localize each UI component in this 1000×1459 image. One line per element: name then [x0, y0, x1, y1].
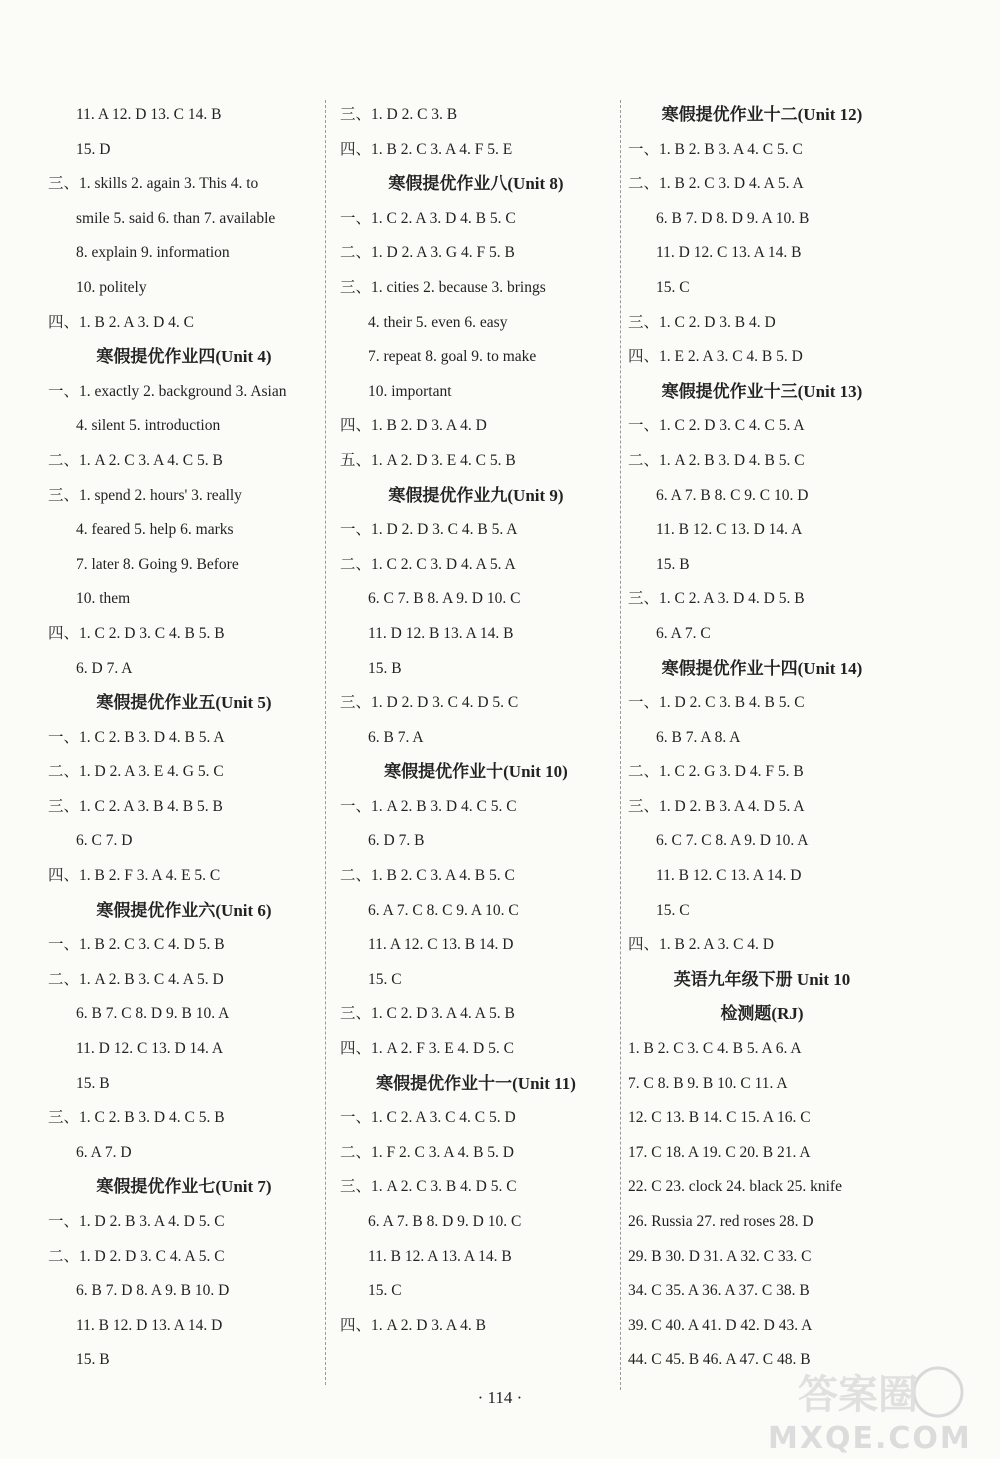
answer-line: smile 5. said 6. than 7. available — [76, 209, 276, 227]
answer-line: 15. B — [76, 1351, 110, 1369]
answer-line: 一、1. C 2. A 3. C 4. C 5. D — [340, 1109, 516, 1127]
answer-line: 6. C 7. B 8. A 9. D 10. C — [368, 590, 521, 608]
answer-line: 15. B — [368, 659, 402, 677]
answer-line: 4. silent 5. introduction — [76, 417, 221, 435]
answer-line: 34. C 35. A 36. A 37. C 38. B — [628, 1282, 810, 1300]
svg-text:答案圈: 答案圈 — [798, 1372, 918, 1418]
answer-line: 一、1. D 2. C 3. B 4. B 5. C — [628, 694, 805, 712]
answer-line: 7. C 8. B 9. B 10. C 11. A — [628, 1074, 788, 1092]
answer-line: 四、1. A 2. F 3. E 4. D 5. C — [340, 1040, 514, 1058]
answer-line: 三、1. D 2. B 3. A 4. D 5. A — [628, 797, 805, 815]
answer-line: 二、1. B 2. C 3. A 4. B 5. C — [340, 867, 515, 885]
section-heading: 寒假提优作业十(Unit 10) — [384, 762, 568, 782]
answer-line: 四、1. B 2. A 3. C 4. D — [628, 936, 774, 954]
column-divider — [325, 100, 326, 1385]
answer-line: 三、1. C 2. A 3. B 4. B 5. B — [48, 797, 223, 815]
section-heading: 检测题(RJ) — [720, 1004, 804, 1024]
answer-line: 44. C 45. B 46. A 47. C 48. B — [628, 1351, 811, 1369]
answer-line: 二、1. A 2. C 3. A 4. C 5. B — [48, 451, 223, 469]
section-heading: 寒假提优作业九(Unit 9) — [388, 485, 564, 505]
answer-line: 三、1. cities 2. because 3. brings — [340, 278, 546, 296]
answer-line: 11. D 12. B 13. A 14. B — [368, 624, 514, 642]
section-heading: 寒假提优作业七(Unit 7) — [96, 1177, 272, 1197]
answer-line: 二、1. D 2. A 3. G 4. F 5. B — [340, 244, 515, 262]
section-heading: 寒假提优作业五(Unit 5) — [96, 693, 272, 713]
answer-line: 三、1. D 2. C 3. B — [340, 106, 458, 123]
answer-line: 15. C — [656, 901, 690, 919]
answer-line: 一、1. D 2. D 3. C 4. B 5. A — [340, 521, 518, 539]
answer-line: 二、1. C 2. C 3. D 4. A 5. A — [340, 555, 516, 573]
answer-line: 一、1. A 2. B 3. D 4. C 5. C — [340, 797, 517, 815]
answer-line: 二、1. A 2. B 3. D 4. B 5. C — [628, 451, 805, 469]
answer-line: 15. C — [368, 1282, 402, 1300]
answer-line: 五、1. A 2. D 3. E 4. C 5. B — [340, 451, 516, 469]
answer-line: 26. Russia 27. red roses 28. D — [628, 1213, 814, 1230]
answer-line: 11. B 12. A 13. A 14. B — [368, 1247, 512, 1265]
answer-line: 6. A 7. C — [656, 624, 711, 642]
answer-line: 四、1. B 2. D 3. A 4. D — [340, 417, 487, 435]
answer-line: 6. A 7. B 8. D 9. D 10. C — [368, 1213, 522, 1230]
answer-line: 1. B 2. C 3. C 4. B 5. A 6. A — [628, 1040, 802, 1058]
answer-line: 39. C 40. A 41. D 42. D 43. A — [628, 1316, 813, 1334]
answer-line: 6. C 7. C 8. A 9. D 10. A — [656, 832, 809, 850]
answer-line: 15. C — [656, 278, 690, 296]
answer-line: 10. politely — [76, 278, 147, 296]
answer-line: 6. B 7. D 8. D 9. A 10. B — [656, 209, 810, 227]
answer-line: 15. D — [76, 140, 111, 158]
answer-line: 6. B 7. C 8. D 9. B 10. A — [76, 1005, 230, 1023]
answer-line: 四、1. C 2. D 3. C 4. B 5. B — [48, 624, 225, 642]
answer-line: 一、1. C 2. B 3. D 4. B 5. A — [48, 728, 225, 746]
section-heading: 寒假提优作业六(Unit 6) — [96, 900, 272, 920]
answer-line: 6. D 7. B — [368, 832, 425, 850]
answer-line: 一、1. C 2. D 3. C 4. C 5. A — [628, 417, 805, 435]
answer-line: 二、1. D 2. D 3. C 4. A 5. C — [48, 1247, 225, 1265]
answer-line: 四、1. B 2. A 3. D 4. C — [48, 313, 194, 331]
answer-line: 四、1. E 2. A 3. C 4. B 5. D — [628, 348, 803, 366]
answer-column-right — [628, 98, 896, 1378]
answer-line: 15. B — [76, 1074, 110, 1092]
answer-line: 29. B 30. D 31. A 32. C 33. C — [628, 1247, 812, 1265]
answer-line: 10. them — [76, 590, 131, 608]
answer-line: 11. A 12. C 13. B 14. D — [368, 936, 514, 954]
answer-line: 三、1. skills 2. again 3. This 4. to — [48, 175, 259, 193]
answer-line: 四、1. B 2. F 3. A 4. E 5. C — [48, 867, 221, 885]
answer-line: 17. C 18. A 19. C 20. B 21. A — [628, 1143, 811, 1161]
answer-line: 一、1. C 2. A 3. D 4. B 5. C — [340, 209, 516, 227]
answer-line: 6. A 7. B 8. C 9. C 10. D — [656, 486, 809, 504]
answer-line: 二、1. B 2. C 3. D 4. A 5. A — [628, 175, 804, 193]
section-heading: 寒假提优作业八(Unit 8) — [388, 174, 564, 194]
answer-column-left — [48, 98, 320, 1378]
answer-line: 7. later 8. Going 9. Before — [76, 555, 239, 573]
answer-line: 一、1. B 2. C 3. C 4. D 5. B — [48, 936, 225, 954]
answer-line: 4. feared 5. help 6. marks — [76, 521, 234, 539]
answer-line: 11. B 12. C 13. A 14. D — [656, 867, 802, 885]
answer-line: 一、1. D 2. B 3. A 4. D 5. C — [48, 1213, 225, 1230]
answer-line: 二、1. D 2. A 3. E 4. G 5. C — [48, 763, 224, 781]
answer-line: 一、1. B 2. B 3. A 4. C 5. C — [628, 140, 803, 158]
answer-line: 4. their 5. even 6. easy — [368, 313, 508, 331]
answer-line: 三、1. C 2. B 3. D 4. C 5. B — [48, 1109, 225, 1127]
answer-line: 四、1. A 2. D 3. A 4. B — [340, 1316, 486, 1334]
answer-line: 11. D 12. C 13. A 14. B — [656, 244, 802, 262]
answer-line: 10. important — [368, 382, 452, 400]
answer-line: 三、1. spend 2. hours' 3. really — [48, 486, 242, 504]
section-heading: 英语九年级下册 Unit 10 — [673, 969, 851, 989]
answer-line: 15. B — [656, 555, 690, 573]
answer-line: 6. C 7. D — [76, 832, 133, 850]
answer-line: 三、1. C 2. A 3. D 4. D 5. B — [628, 590, 805, 608]
answer-column-middle — [340, 98, 612, 1343]
answer-line: 6. B 7. D 8. A 9. B 10. D — [76, 1282, 230, 1300]
answer-line: 三、1. D 2. D 3. C 4. D 5. C — [340, 694, 519, 712]
answer-line: 11. A 12. D 13. C 14. B — [76, 106, 222, 123]
answer-line: 三、1. C 2. D 3. A 4. A 5. B — [340, 1005, 515, 1023]
answer-line: 二、1. C 2. G 3. D 4. F 5. B — [628, 763, 804, 781]
answer-line: 一、1. exactly 2. background 3. Asian — [48, 382, 287, 400]
answer-line: 二、1. F 2. C 3. A 4. B 5. D — [340, 1143, 514, 1161]
section-heading: 寒假提优作业十三(Unit 13) — [661, 381, 863, 401]
answer-line: 15. C — [368, 970, 402, 988]
answer-line: 12. C 13. B 14. C 15. A 16. C — [628, 1109, 811, 1127]
page-number: · 114 · — [477, 1388, 523, 1407]
answer-line: 6. D 7. A — [76, 659, 133, 677]
answer-line: 11. B 12. C 13. D 14. A — [656, 521, 803, 539]
section-heading: 寒假提优作业十二(Unit 12) — [661, 105, 863, 124]
answer-line: 11. B 12. D 13. A 14. D — [76, 1316, 223, 1334]
answer-line: 11. D 12. C 13. D 14. A — [76, 1040, 224, 1058]
answer-line: 6. A 7. C 8. C 9. A 10. C — [368, 901, 519, 919]
section-heading: 寒假提优作业十一(Unit 11) — [376, 1073, 576, 1093]
answer-line: 22. C 23. clock 24. black 25. knife — [628, 1178, 842, 1196]
section-heading: 寒假提优作业十四(Unit 14) — [661, 658, 863, 678]
answer-line: 三、1. A 2. C 3. B 4. D 5. C — [340, 1178, 517, 1196]
column-divider — [620, 100, 621, 1390]
answer-line: 四、1. B 2. C 3. A 4. F 5. E — [340, 140, 513, 158]
answer-line: 8. explain 9. information — [76, 244, 230, 262]
section-heading: 寒假提优作业四(Unit 4) — [96, 347, 272, 367]
answer-line: 7. repeat 8. goal 9. to make — [368, 348, 537, 366]
answer-line: 6. B 7. A — [368, 728, 424, 746]
svg-text:MXQE.COM: MXQE.COM — [768, 1421, 972, 1455]
answer-line: 6. A 7. D — [76, 1143, 132, 1161]
answer-line: 6. B 7. A 8. A — [656, 728, 741, 746]
answer-line: 三、1. C 2. D 3. B 4. D — [628, 313, 776, 331]
answer-line: 二、1. A 2. B 3. C 4. A 5. D — [48, 970, 224, 988]
